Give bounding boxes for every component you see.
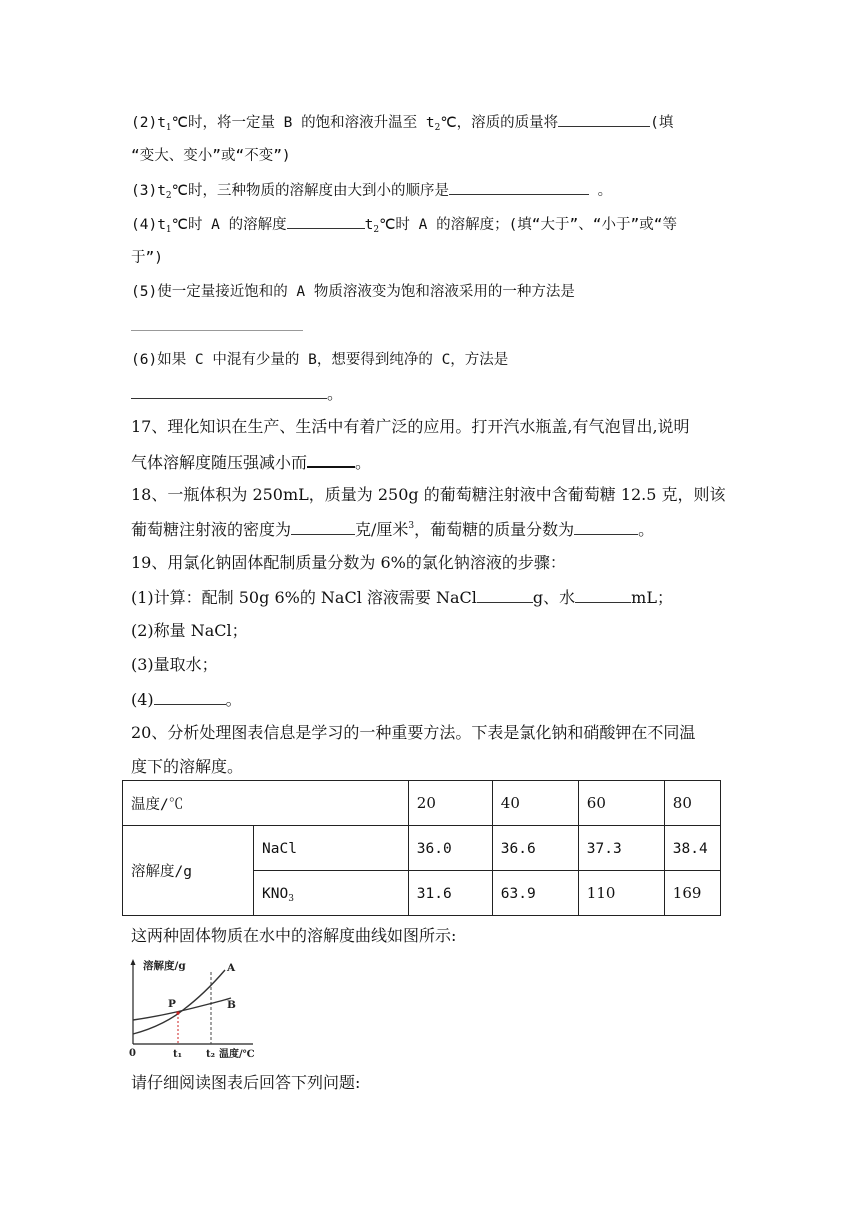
table-header-cell: 温度/℃ (123, 781, 409, 826)
q19-step4: (4) 。 (131, 690, 242, 709)
x-axis-label: 温度/℃ (219, 1049, 255, 1060)
solubility-table (122, 780, 721, 916)
table-cell: 169 (664, 871, 720, 916)
q16-part2-line1: $(2)t_1℃$时，将一定量 B 的饱和溶液升温至 $t_2℃$，溶质的质量将 (填 (131, 110, 673, 134)
intersection-point-p (176, 1011, 179, 1014)
table-cell: 38.4 (664, 826, 720, 871)
q17-line1: 17、理化知识在生产、生活中有着广泛的应用。打开汽水瓶盖,有气泡冒出,说明 (131, 417, 690, 436)
table-cell: 36.6 (492, 826, 578, 871)
table-row (123, 781, 721, 826)
point-p-label: P (168, 998, 176, 1010)
table-header-cell: 溶解度/g (123, 826, 254, 916)
q17-line2: 气体溶解度随压强减小而 。 (131, 450, 371, 474)
answer-blank[interactable] (131, 382, 327, 399)
q16-part6-answer-line: 。 (131, 382, 343, 405)
q16-part3: $(3)t_2℃$时，三种物质的溶解度由大到小的顺序是 。 (131, 178, 612, 202)
q16-part5: (5)使一定量接近饱和的 A 物质溶液变为饱和溶液采用的一种方法是 (131, 284, 575, 300)
answer-blank[interactable] (558, 110, 650, 127)
table-cell: 36.0 (408, 826, 492, 871)
answer-blank[interactable] (287, 212, 365, 229)
table-cell: 40 (492, 781, 578, 826)
table-cell: 37.3 (578, 826, 664, 871)
curve-b (133, 998, 231, 1020)
table-cell: 110 (578, 871, 664, 916)
table-cell: NaCl (254, 826, 409, 871)
table-row (123, 826, 721, 871)
q20-line1: 20、分析处理图表信息是学习的一种重要方法。下表是氯化钠和硝酸钾在不同温 (131, 723, 696, 742)
x-tick-label: t₁ (173, 1049, 182, 1060)
answer-blank[interactable] (131, 314, 303, 331)
answer-blank[interactable] (291, 518, 355, 535)
q16-part5-answer-line (131, 314, 303, 337)
q19-title: 19、用氯化钠固体配制质量分数为 6%的氯化钠溶液的步骤： (131, 553, 566, 572)
table-cell: $KNO_3$ (254, 871, 409, 916)
q20-instruction: 请仔细阅读图表后回答下列问题: (131, 1073, 361, 1092)
solubility-curve-chart (121, 956, 271, 1062)
x-tick-label: t₂ (206, 1049, 215, 1060)
q18-line2: 葡萄糖注射液的密度为 克/厘米$^3$，葡萄糖的质量分数为 。 (131, 520, 655, 539)
series-label-b: B (227, 999, 236, 1011)
q18-line1: 18、一瓶体积为 250mL，质量为 250g 的葡萄糖注射液中含葡萄糖 12.5 克，则该 (131, 485, 726, 504)
answer-blank[interactable] (574, 518, 638, 535)
answer-blank[interactable] (307, 450, 355, 468)
table-cell: 31.6 (408, 871, 492, 916)
q20-line2: 度下的溶解度。 (131, 757, 244, 776)
origin-label: 0 (129, 1048, 136, 1059)
q16-part2-line2: “变大、变小”或“不变”) (131, 148, 291, 164)
q16-part4-line1: $(4)t_1℃$时 A 的溶解度 $t_2℃$时 A 的溶解度；(填“大于”、“小于”或“等 (131, 212, 677, 236)
answer-blank[interactable] (154, 688, 226, 705)
q20-figure-intro: 这两种固体物质在水中的溶解度曲线如图所示: (131, 926, 457, 945)
table-cell: 63.9 (492, 871, 578, 916)
y-axis-label: 溶解度/g (143, 960, 186, 972)
y-axis-arrow (131, 959, 136, 965)
answer-blank[interactable] (449, 178, 589, 195)
answer-blank[interactable] (477, 586, 533, 603)
q16-part6: (6)如果 C 中混有少量的 B，想要得到纯净的 C，方法是 (131, 352, 509, 368)
answer-blank[interactable] (575, 586, 631, 603)
table-cell: 80 (664, 781, 720, 826)
q19-step2: (2)称量 NaCl； (131, 621, 248, 640)
q16-part4-line2: 于”) (131, 250, 163, 266)
table-cell: 20 (408, 781, 492, 826)
q19-step1: (1)计算：配制 50g 6%的 NaCl 溶液需要 NaCl g、水 mL； (131, 588, 673, 607)
series-label-a: A (227, 962, 236, 974)
table-cell: 60 (578, 781, 664, 826)
q19-step3: (3)量取水； (131, 655, 218, 674)
